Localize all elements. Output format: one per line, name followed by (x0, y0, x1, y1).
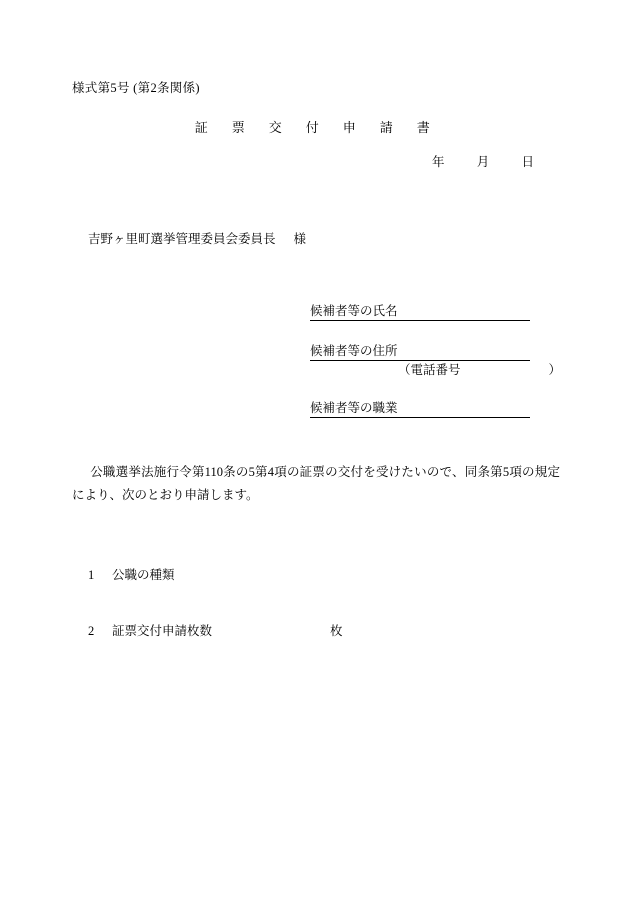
field-candidate-occupation-label: 候補者等の職業 (310, 401, 398, 415)
form-number: 様式第5号 (第2条関係) (72, 81, 200, 95)
item-office-type (88, 565, 175, 583)
document-title: 証 票 交 付 申 請 書 (194, 120, 436, 135)
addressee-honorific: 様 (293, 232, 307, 246)
addressee (88, 229, 306, 247)
field-candidate-address (310, 341, 530, 359)
item-ticket-count-label: 証票交付申請枚数 (112, 624, 213, 638)
item-ticket-count-unit: 枚 (330, 624, 343, 638)
field-candidate-occupation (310, 398, 530, 416)
field-candidate-name-rule[interactable] (310, 320, 530, 321)
body-paragraph-text: 公職選挙法施行令第110条の5第4項の証票の交付を受けたいので、同条第5項の規定により、次のとおり申請します。 (72, 465, 560, 503)
field-phone-number (398, 360, 561, 378)
item-ticket-count-number: 2 (88, 624, 95, 638)
date-day: 日 (521, 155, 535, 169)
phone-label-open: （電話番号 (398, 363, 461, 377)
field-candidate-name (310, 301, 530, 319)
item-office-type-label: 公職の種類 (112, 568, 175, 582)
date-month: 月 (476, 155, 490, 169)
phone-label-close: ） (548, 363, 562, 377)
body-paragraph (72, 461, 560, 507)
date-year: 年 (432, 155, 445, 169)
item-ticket-count (88, 621, 212, 639)
field-candidate-occupation-rule[interactable] (310, 417, 530, 418)
item-office-type-number: 1 (88, 568, 95, 582)
date-line (432, 152, 534, 170)
addressee-name: 吉野ヶ里町選挙管理委員会委員長 (88, 232, 276, 246)
field-candidate-address-label: 候補者等の住所 (310, 344, 398, 358)
field-candidate-name-label: 候補者等の氏名 (310, 304, 398, 318)
